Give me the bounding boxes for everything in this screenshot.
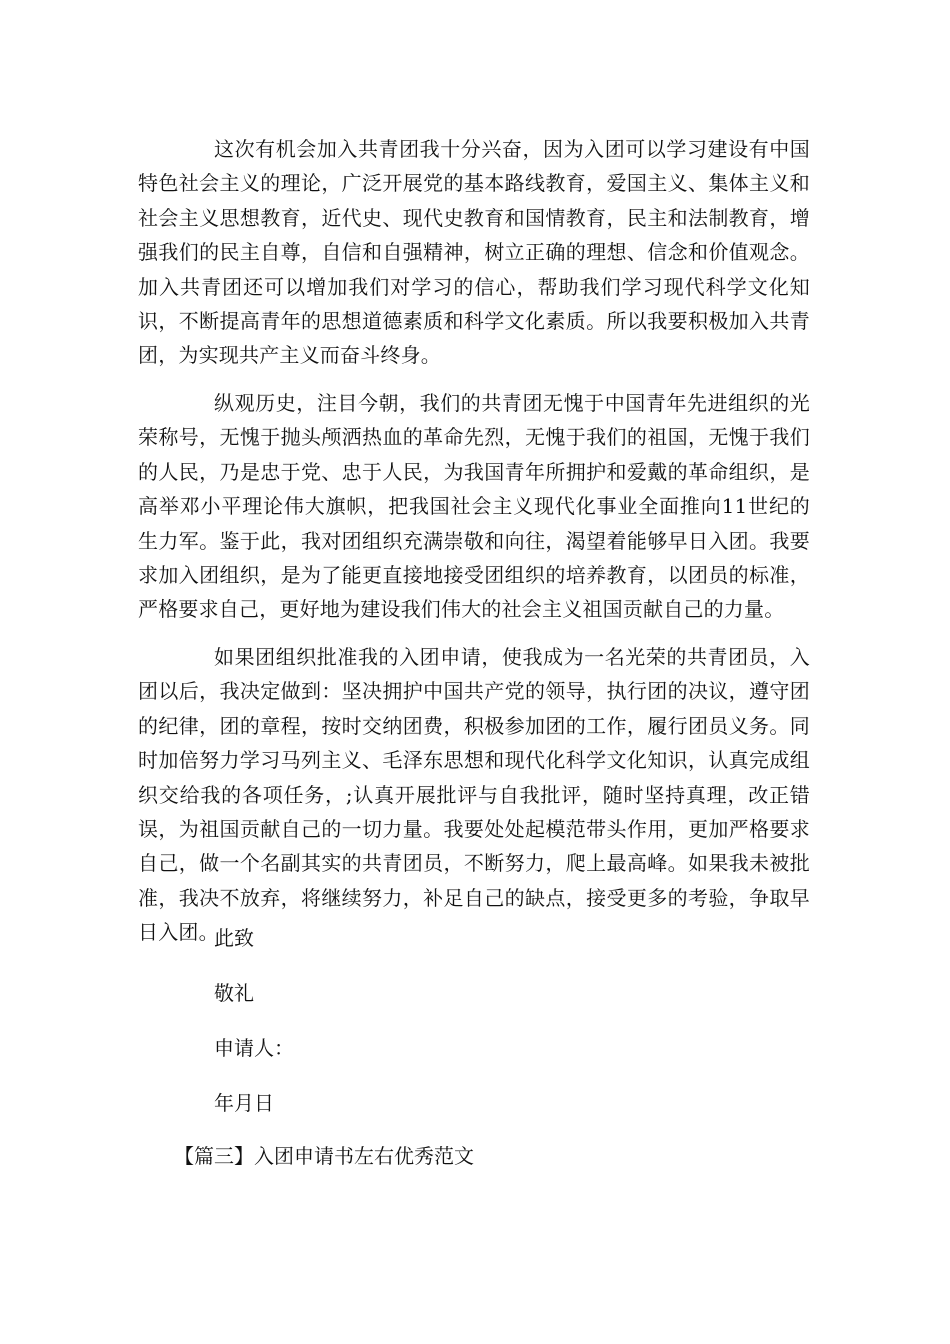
body-paragraph-1: 这次有机会加入共青团我十分兴奋，因为入团可以学习建设有中国特色社会主义的理论，广泛开展党的基本路线教育，爱国主义、集体主义和社会主义思想教育，近代史、现代史教育和国情教育，民主和法制教育，增强我们的民主自尊，自信和自强精神，树立正确的理想、信念和价值观念。加入共青团还可以增加我们对学习的信心，帮助我们学习现代科学文化知识，不断提高青年的思想道德素质和科学文化素质。所以我要积极加入共青团，为实现共产主义而奋斗终身。 <box>138 137 810 368</box>
body-paragraph-2: 纵观历史，注目今朝，我们的共青团无愧于中国青年先进组织的光荣称号，无愧于抛头颅洒热血的革命先烈，无愧于我们的祖国，无愧于我们的人民，乃是忠于党、忠于人民，为我国青年所拥护和爱戴的革命组织，是高举邓小平理论伟大旗帜，把我国社会主义现代化事业全面推向11世纪的生力军。鉴于此，我对团组织充满崇敬和向往，渴望着能够早日入团。我要求加入团组织，是为了能更直接地接受团组织的培养教育，以团员的标准，严格要求自己，更好地为建设我们伟大的社会主义祖国贡献自己的力量。 <box>138 391 810 622</box>
closing-salutation: 此致 <box>214 926 254 950</box>
closing-regards: 敬礼 <box>214 981 254 1005</box>
date-label: 年月日 <box>214 1091 274 1115</box>
body-paragraph-3: 如果团组织批准我的入团申请，使我成为一名光荣的共青团员，入团以后，我决定做到：坚决拥护中国共产党的领导，执行团的决议，遵守团的纪律，团的章程，按时交纳团费，积极参加团的工作，履行团员义务。同时加倍努力学习马列主义、毛泽东思想和现代化科学文化知识，认真完成组织交给我的各项任务，;认真开展批评与自我批评，随时坚持真理，改正错误，为祖国贡献自己的一切力量。我要处处起模范带头作用，更加严格要求自己，做一个名副其实的共青团员，不断努力，爬上最高峰。如果我未被批准，我决不放弃，将继续努力，补足自己的缺点，接受更多的考验，争取早日入团。 <box>138 645 810 945</box>
section-heading: 【篇三】入团申请书左右优秀范文 <box>174 1144 474 1168</box>
applicant-label: 申请人： <box>214 1036 294 1060</box>
